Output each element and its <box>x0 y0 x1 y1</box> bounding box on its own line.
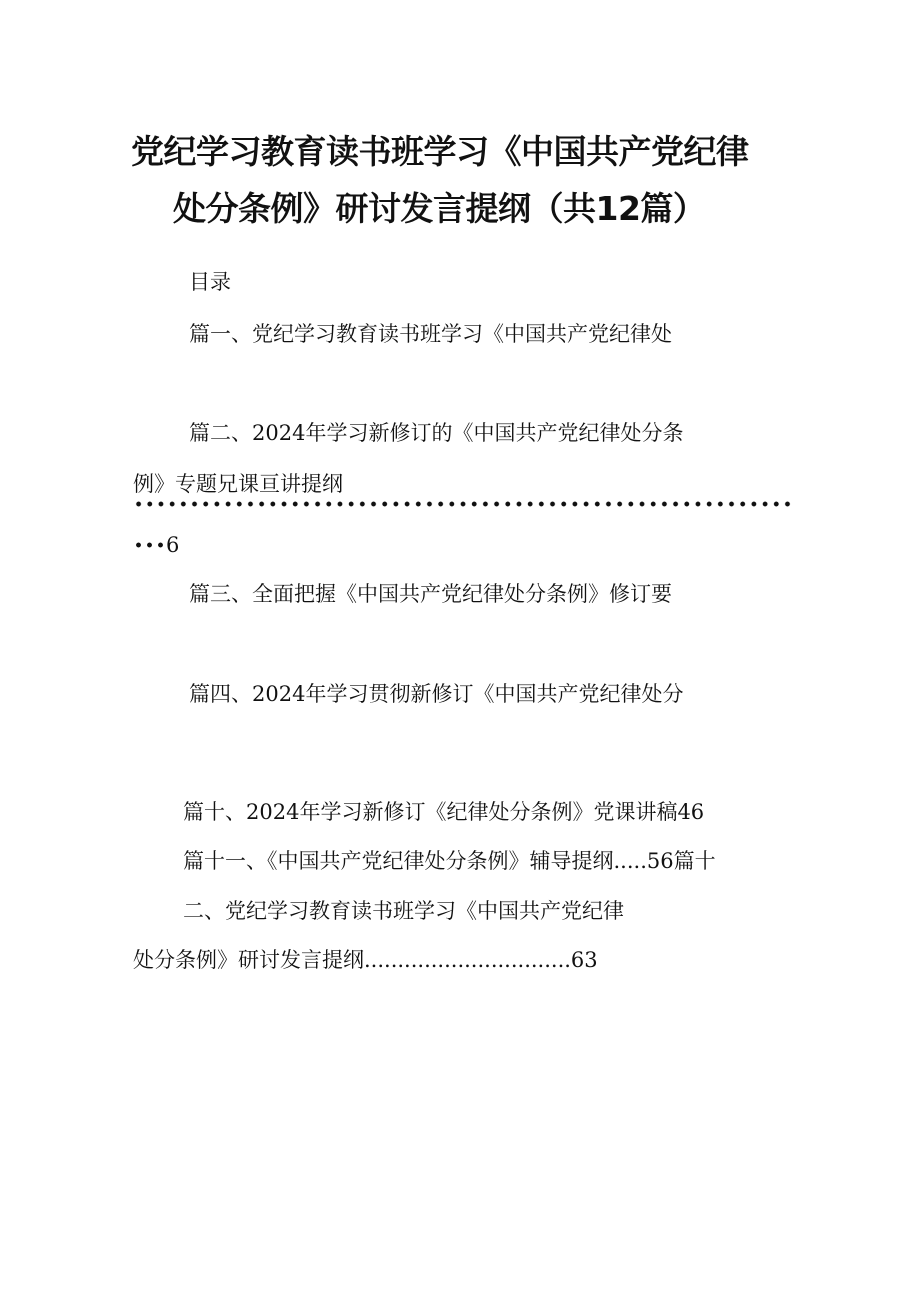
toc-entry-12-line2: 处分条例》研讨发言提纲...............................63 <box>133 948 598 972</box>
toc-entry-2-page-number: 6 <box>166 533 180 557</box>
toc-entry-12-line1: 二、党纪学习教育读书班学习《中国共产党纪律 <box>183 899 624 923</box>
toc-entry-2-line1: 篇二、2024年学习新修订的《中国共产党纪律处分条 <box>189 421 684 445</box>
toc-entry-3: 篇三、全面把握《中国共产党纪律处分条例》修订要 <box>189 582 672 606</box>
toc-dot-leader <box>133 497 793 511</box>
toc-entry-10: 篇十、2024年学习新修订《纪律处分条例》党课讲稿46 <box>183 800 705 824</box>
document-title-line2: 处分条例》研讨发言提纲（共12篇） <box>173 189 706 228</box>
toc-entry-1: 篇一、党纪学习教育读书班学习《中国共产党纪律处 <box>189 322 672 346</box>
document-title-line1: 党纪学习教育读书班学习《中国共产党纪律 <box>131 132 749 171</box>
toc-dot-leader-short <box>133 538 166 552</box>
toc-entry-11: 篇十一、《中国共产党纪律处分条例》辅导提纲.....56篇十 <box>183 849 716 873</box>
toc-heading: 目录 <box>189 270 231 294</box>
toc-entry-2-line2: 例》专题兄课亘讲提纲 <box>133 472 343 496</box>
toc-entry-2-page-row <box>133 531 179 559</box>
toc-entry-4: 篇四、2024年学习贯彻新修订《中国共产党纪律处分 <box>189 682 684 706</box>
